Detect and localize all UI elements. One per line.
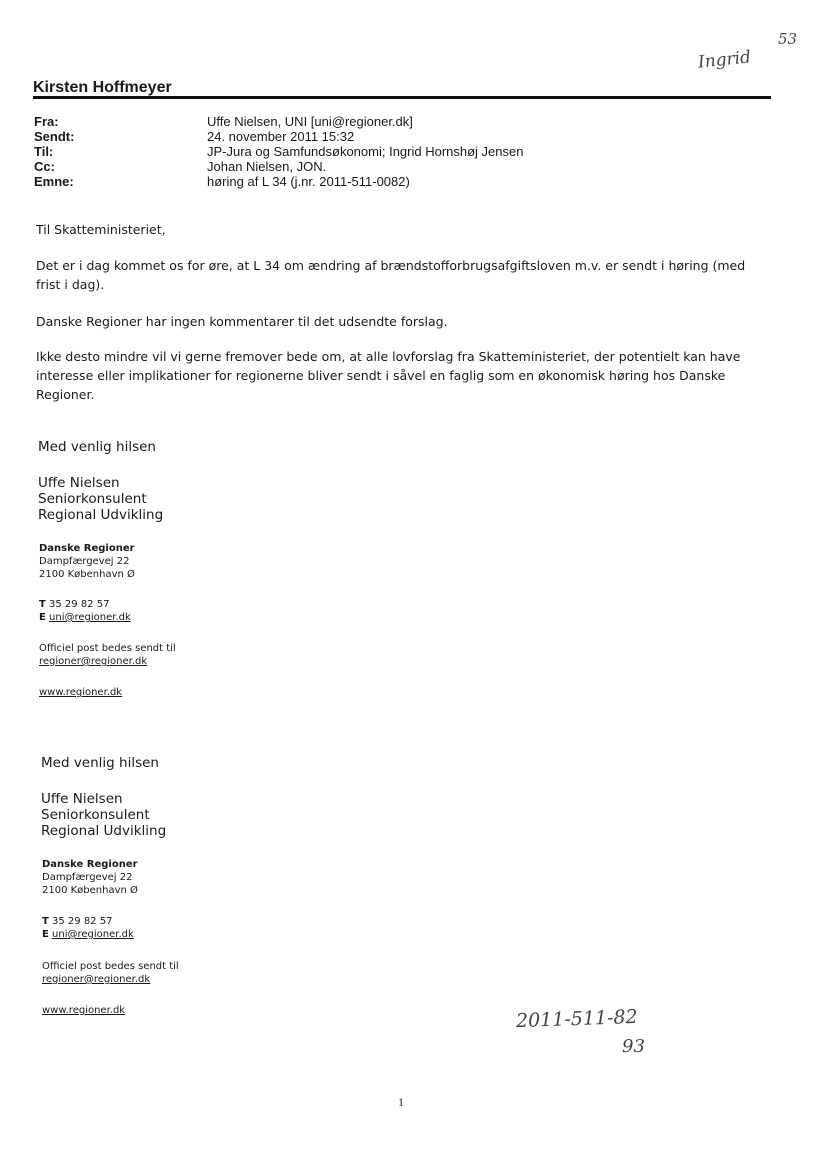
signature-street: Dampfærgevej 22 <box>42 872 133 883</box>
from-label: Fra: <box>34 114 59 129</box>
handwritten-case-page: 93 <box>622 1036 645 1057</box>
cc-value: Johan Nielsen, JON. <box>207 159 327 174</box>
page-number: 1 <box>398 1095 404 1109</box>
signature-name: Uffe Nielsen <box>41 791 123 807</box>
greeting: Til Skatteministeriet, <box>36 222 166 237</box>
subject-value: høring af L 34 (j.nr. 2011-511-0082) <box>207 174 410 189</box>
signature-phone: T 35 29 82 57 <box>39 599 110 610</box>
cc-label: Cc: <box>34 159 55 174</box>
sent-value: 24. november 2011 15:32 <box>207 129 355 144</box>
from-value: Uffe Nielsen, UNI [uni@regioner.dk] <box>207 114 413 129</box>
signature-email[interactable]: E uni@regioner.dk <box>42 929 134 940</box>
handwritten-corner-name: Ingrid <box>697 47 752 73</box>
signature-street: Dampfærgevej 22 <box>39 556 130 567</box>
to-label: Til: <box>34 144 54 159</box>
signature-org: Danske Regioner <box>39 543 135 554</box>
subject-label: Emne: <box>34 174 74 189</box>
paragraph-3-line-3: Regioner. <box>36 387 95 402</box>
signature-post-email[interactable]: regioner@regioner.dk <box>42 974 151 985</box>
paragraph-2: Danske Regioner har ingen kommentarer til det udsendte forslag. <box>36 314 448 329</box>
signature-city: 2100 København Ø <box>42 885 138 896</box>
signature-department: Regional Udvikling <box>41 823 167 839</box>
paragraph-1-line-2: frist i dag). <box>36 277 105 292</box>
handwritten-case-number: 2011-511-82 <box>515 1005 638 1033</box>
signature-email[interactable]: E uni@regioner.dk <box>39 612 131 623</box>
signature-title: Seniorkonsulent <box>41 807 150 823</box>
signature-closing: Med venlig hilsen <box>38 439 156 455</box>
paragraph-3-line-1: Ikke desto mindre vil vi gerne fremover bede om, at alle lovforslag fra Skatteministeriet, der potentielt kan have <box>36 349 741 364</box>
handwritten-corner-number: 53 <box>778 30 798 48</box>
signature-name: Uffe Nielsen <box>38 475 120 491</box>
signature-title: Seniorkonsulent <box>38 491 147 507</box>
header-divider <box>33 96 771 99</box>
signature-org: Danske Regioner <box>42 859 138 870</box>
signature-department: Regional Udvikling <box>38 507 164 523</box>
signature-website[interactable]: www.regioner.dk <box>42 1005 126 1016</box>
signature-city: 2100 København Ø <box>39 569 135 580</box>
signature-post-email[interactable]: regioner@regioner.dk <box>39 656 148 667</box>
paragraph-3-line-2: interesse eller implikationer for regionerne bliver sendt i såvel en faglig som en økonomisk høring hos Danske <box>36 368 726 383</box>
signature-closing: Med venlig hilsen <box>41 755 159 771</box>
signature-post-note: Officiel post bedes sendt til <box>39 643 176 654</box>
signature-website[interactable]: www.regioner.dk <box>39 687 123 698</box>
sent-label: Sendt: <box>34 129 75 144</box>
signature-phone: T 35 29 82 57 <box>42 916 113 927</box>
to-value: JP-Jura og Samfundsøkonomi; Ingrid Hornshøj Jensen <box>207 144 524 159</box>
paragraph-1-line-1: Det er i dag kommet os for øre, at L 34 om ændring af brændstofforbrugsafgiftsloven m.v. er sendt i høring (med <box>36 258 746 273</box>
mailbox-owner-name: Kirsten Hoffmeyer <box>33 79 172 96</box>
signature-post-note: Officiel post bedes sendt til <box>42 961 179 972</box>
